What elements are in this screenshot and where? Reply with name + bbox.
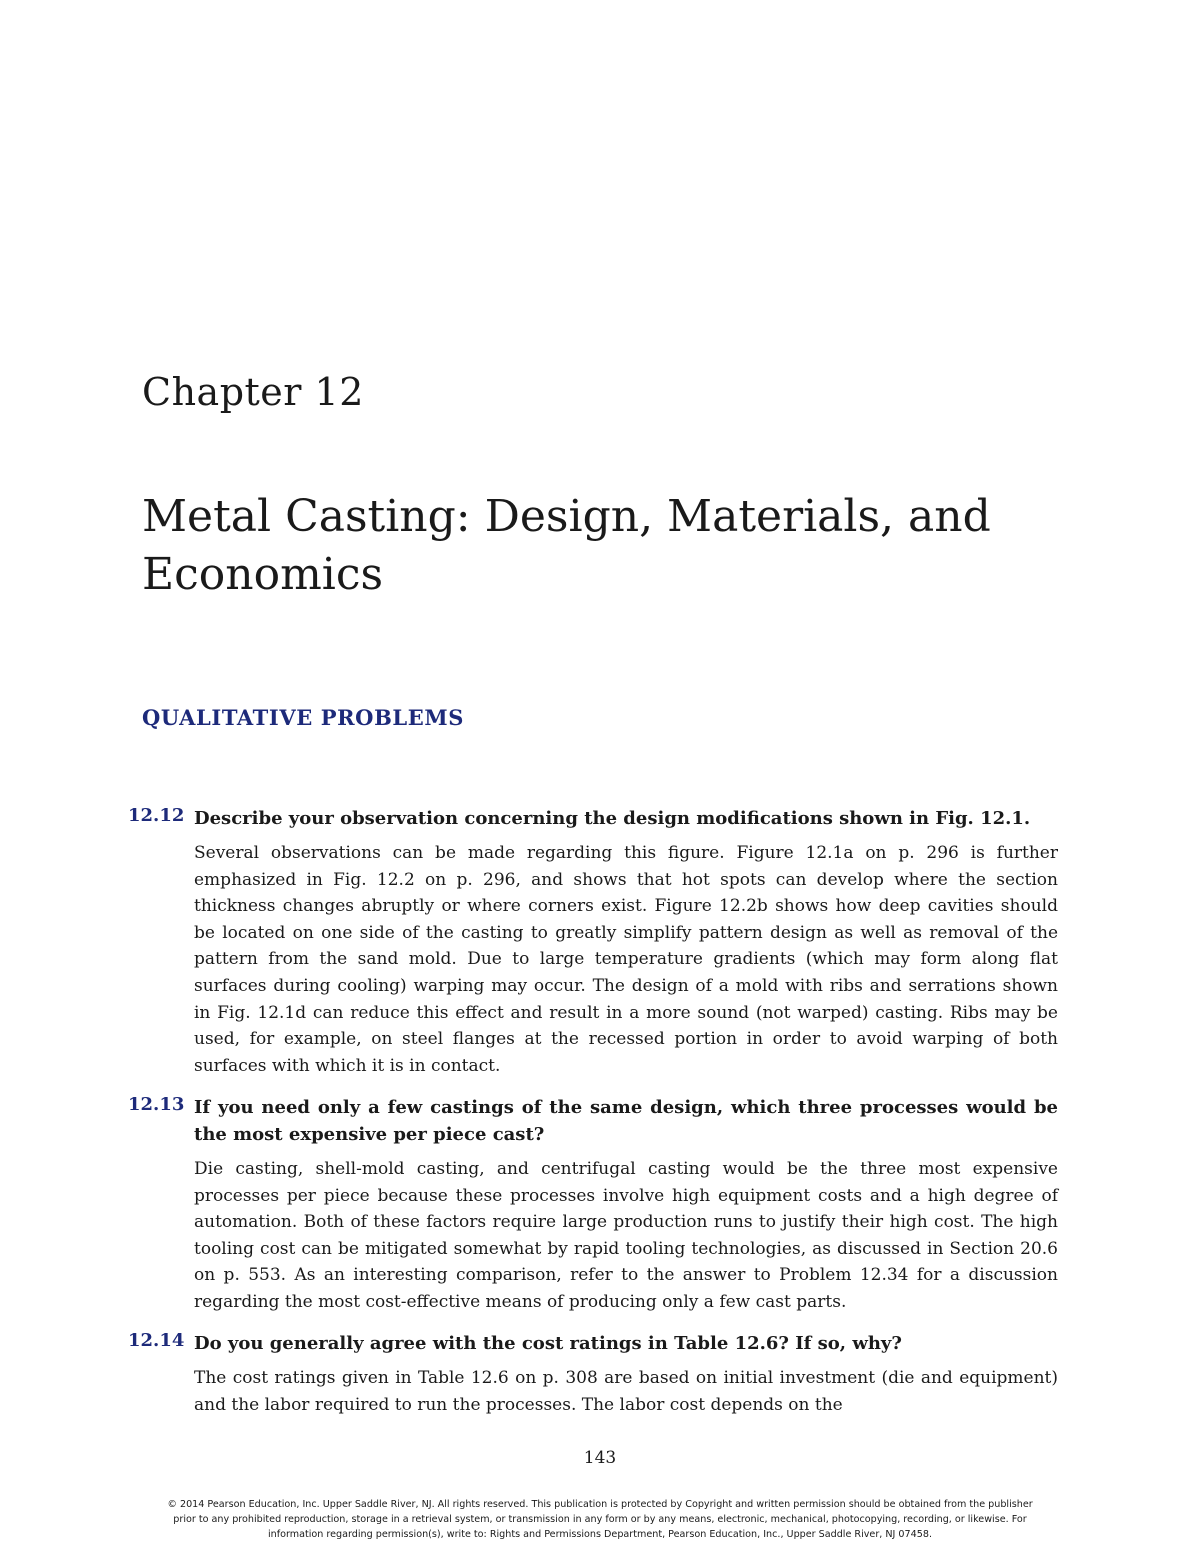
problem-12-14 <box>128 1330 1058 1418</box>
chapter-label: Chapter 12 <box>142 370 364 414</box>
problem-answer: The cost ratings given in Table 12.6 on p. 308 are based on initial investment (die and equipment) and the labor required to run the processes. The labor cost depends on the <box>194 1368 1058 1415</box>
problem-question: If you need only a few castings of the same design, which three processes would be the most expensive per piece cast? <box>194 1097 1058 1145</box>
page-number: 143 <box>583 1448 617 1468</box>
problem-question: Describe your observation concerning the design modifications shown in Fig. 12.1. <box>194 808 1031 829</box>
problem-question: Do you generally agree with the cost ratings in Table 12.6? If so, why? <box>194 1333 902 1354</box>
problem-number: 12.14 <box>128 1330 185 1351</box>
copyright-notice: © 2014 Pearson Education, Inc. Upper Saddle River, NJ. All rights reserved. This publication is protected by Copyright and written permission should be obtained from the publisher prior to any prohibited reproduction, storage in a retrieval system, or transmission in any form or by any means, electronic, mechanical, photocopying, recording, or likewise. For information regarding permission(s), write to: Rights and Permissions Department, Pearson Education, Inc., Upper Saddle River, NJ 07458. <box>167 1499 1033 1540</box>
problem-answer: Die casting, shell-mold casting, and centrifugal casting would be the three most expensive processes per piece because these processes involve high equipment costs and a high degree of automation. Both of these factors require large production runs to justify their high cost. The high tooling cost can be mitigated somewhat by rapid tooling technologies, as discussed in Section 20.6 on p. 553. As an interesting comparison, refer to the answer to Problem 12.34 for a discussion regarding the most cost-effective means of producing only a few cast parts. <box>194 1159 1058 1312</box>
problem-number: 12.12 <box>128 805 185 826</box>
problem-12-12 <box>128 805 1058 1079</box>
chapter-title: Metal Casting: Design, Materials, and Economics <box>142 491 991 600</box>
problem-answer: Several observations can be made regarding this figure. Figure 12.1a on p. 296 is further emphasized in Fig. 12.2 on p. 296, and shows that hot spots can develop where the section thickness changes abruptly or where corners exist. Figure 12.2b shows how deep cavities should be located on one side of the casting to greatly simplify pattern design as well as removal of the pattern from the sand mold. Due to large temperature gradients (which may form along flat surfaces during cooling) warping may occur. The design of a mold with ribs and serrations shown in Fig. 12.1d can reduce this effect and result in a more sound (not warped) casting. Ribs may be used, for example, on steel flanges at the recessed portion in order to avoid warping of both surfaces with which it is in contact. <box>194 843 1058 1076</box>
problem-12-13 <box>128 1094 1058 1316</box>
problem-number: 12.13 <box>128 1094 185 1115</box>
section-heading: QUALITATIVE PROBLEMS <box>142 705 464 730</box>
